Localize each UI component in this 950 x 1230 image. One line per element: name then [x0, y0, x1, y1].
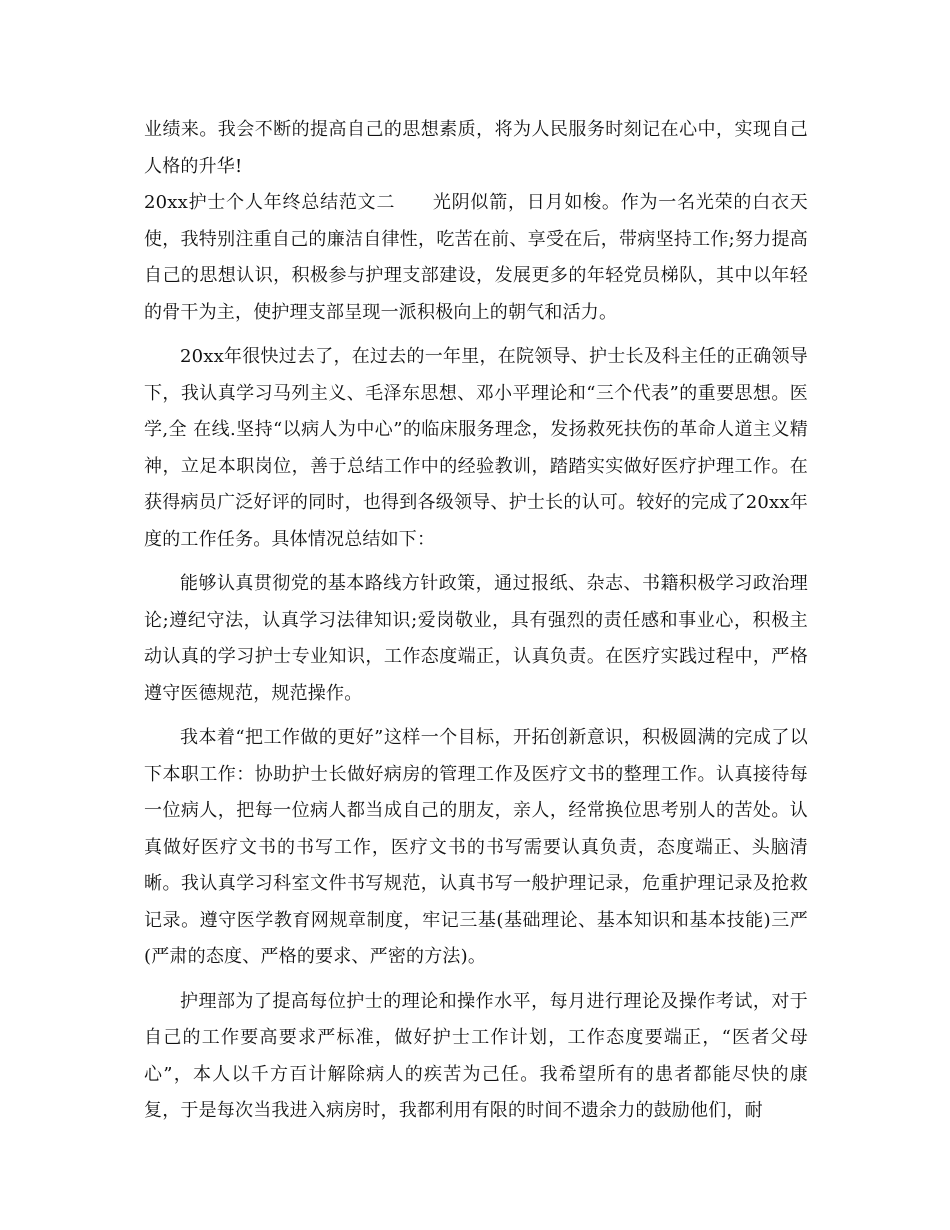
paragraph-6: 护理部为了提高每位护士的理论和操作水平，每月进行理论及操作考试，对于自己的工作要高要求严标准，做好护士工作计划，工作态度要端正，“医者父母心”，本人以千方百计解除病人的疾苦为己任。我希望所有的患者都能尽快的康复，于是每次当我进入病房时，我都利用有限的时间不遗余力的鼓励他们，耐 [144, 990, 808, 1121]
document-body [144, 112, 808, 1130]
paragraph-4: 能够认真贯彻党的基本路线方针政策，通过报纸、杂志、书籍积极学习政治理论;遵纪守法，认真学习法律知识;爱岗敬业，具有强烈的责任感和事业心，积极主动认真的学习护士专业知识，工作态度端正，认真负责。在医疗实践过程中，严格遵守医德规范，规范操作。 [144, 573, 808, 704]
paragraph-3: 20xx年很快过去了，在过去的一年里，在院领导、护士长及科主任的正确领导下，我认真学习马列主义、毛泽东思想、邓小平理论和“三个代表”的重要思想。医学,全 在线.坚持“以病人为中心”的临床服务理念，发扬救死扶伤的革命人道主义精神，立足本职岗位，善于总结工作中的经验教训，踏踏实实做好医疗护理工作。在获得病员广泛好评的同时，也得到各级领导、护士长的认可。较好的完成了20xx年度的工作任务。具体情况总结如下： [144, 346, 808, 550]
paragraph-5: 我本着“把工作做的更好”这样一个目标，开拓创新意识，积极圆满的完成了以下本职工作：协助护士长做好病房的管理工作及医疗文书的整理工作。认真接待每一位病人，把每一位病人都当成自己的朋友，亲人，经常换位思考别人的苦处。认真做好医疗文书的书写工作，医疗文书的书写需要认真负责，态度端正、头脑清晰。我认真学习科室文件书写规范，认真书写一般护理记录，危重护理记录及抢救记录。遵守医学教育网规章制度，牢记三基(基础理论、基本知识和基本技能)三严(严肃的态度、严格的要求、严密的方法)。 [144, 727, 808, 967]
paragraph-1: 业绩来。我会不断的提高自己的思想素质，将为人民服务时刻记在心中，实现自己人格的升华! [144, 119, 808, 177]
paragraph-2: 20xx护士个人年终总结范文二 光阴似箭，日月如梭。作为一名光荣的白衣天使，我特别注重自己的廉洁自律性，吃苦在前、享受在后，带病坚持工作;努力提高自己的思想认识，积极参与护理支部建设，发展更多的年轻党员梯队，其中以年轻的骨干为主，使护理支部呈现一派积极向上的朝气和活力。 [144, 192, 808, 323]
